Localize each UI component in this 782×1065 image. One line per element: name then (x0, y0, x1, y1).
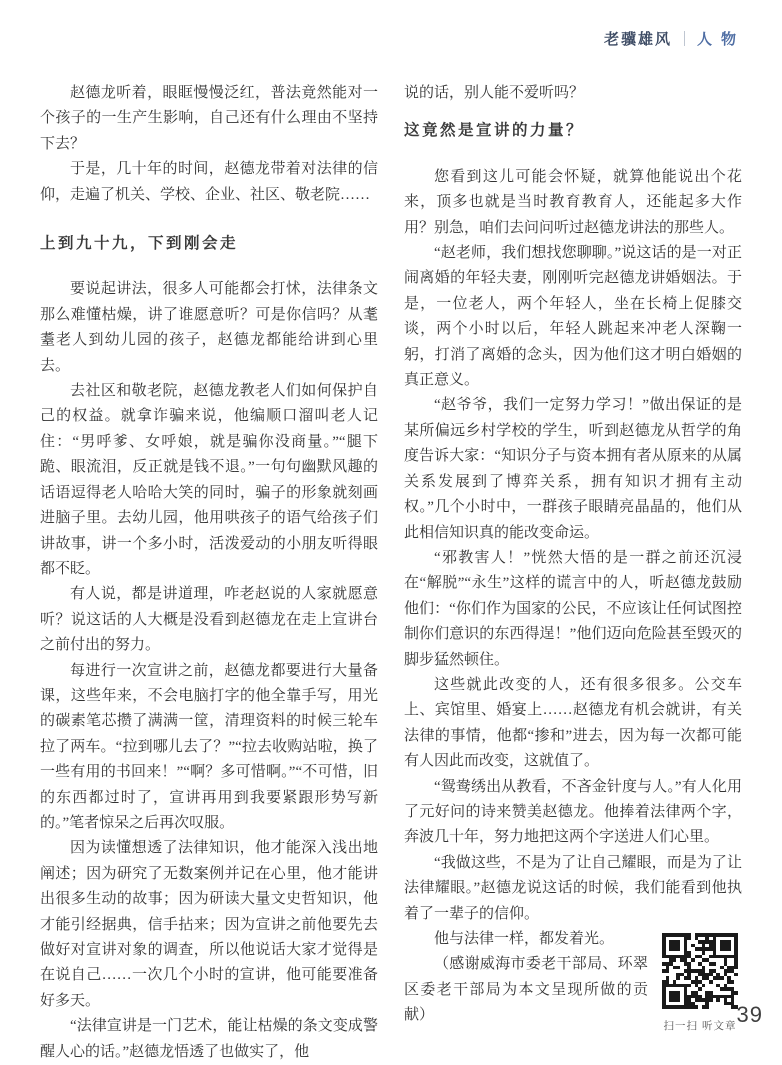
paragraph: “我做这些，不是为了让自己耀眼，而是为了让法律耀眼。”赵德龙说这话的时候，我们能看到他执着了一辈子的信仰。 (404, 854, 742, 922)
right-column (404, 81, 742, 1065)
article-body (40, 81, 742, 1065)
paragraph: “赵老师，我们想找您聊聊。”说这话的是一对正闹离婚的年轻夫妻，刚刚听完赵德龙讲婚姻法。于是，一位老人，两个年轻人，坐在长椅上促膝交谈，两个小时以后，年轻人跳起来冲老人深鞠一躬，打消了离婚的念头，因为他们这才明白婚姻的真正意义。 (404, 245, 742, 389)
paragraph: “鸳鸯绣出从教看，不吝金针度与人。”有人化用了元好问的诗来赞美赵德龙。他捧着法律两个字，奔波几十年，努力地把这两个字送进人们心里。 (404, 778, 742, 846)
paragraph: 去社区和敬老院，赵德龙教老人们如何保护自己的权益。就拿诈骗来说，他编顺口溜叫老人记住：“男呼爹、女呼娘，就是骗你没商量。”“腿下跪、眼流泪，反正就是钱不退。”一句句幽默风趣的话语逗得老人哈哈大笑的同时，骗子的形象就刻画进脑子里。去幼儿园，他用哄孩子的语气给孩子们讲故事，讲一个多小时，活泼爱动的小朋友听得眼都不眨。 (40, 383, 378, 577)
qr-caption: 扫一扫 听文章 (663, 1020, 737, 1032)
acknowledgement: （感谢威海市委老干部局、环翠区委老干部局为本文呈现所做的贡献） (404, 956, 648, 1024)
page-number: 39 (736, 1002, 763, 1027)
subheading-right: 这竟然是宣讲的力量？ (404, 122, 585, 140)
section-title: 人物 (696, 31, 745, 48)
magazine-title: 老骥雄风 (603, 31, 672, 48)
left-paragraphs (40, 277, 378, 1065)
continuation-line: 说的话，别人能不爱听吗？ (404, 85, 585, 101)
paragraph: 有人说，都是讲道理，咋老赵说的人家就愿意听？说这话的人大概是没看到赵德龙在走上宣讲台之前付出的努力。 (40, 586, 378, 654)
paragraph: “法律宣讲是一门艺术，能让枯燥的条文变成警醒人心的话。”赵德龙悟透了也做实了，他 (40, 1018, 378, 1060)
paragraph: 赵德龙听着，眼眶慢慢泛红，普法竟然能对一个孩子的一生产生影响，自己还有什么理由不坚持下去？ (40, 85, 378, 152)
paragraph: 这些就此改变的人，还有很多很多。公交车上、宾馆里、婚宴上……赵德龙有机会就讲，有关法律的事情，他都“掺和”进去，因为每一次都可能有人因此而改变，这就值了。 (404, 676, 742, 770)
closing-block (404, 927, 742, 1032)
qr-code-image (662, 933, 738, 1009)
paragraph: 于是，几十年的时间，赵德龙带着对法律的信仰，走遍了机关、学校、企业、社区、敬老院…… (40, 161, 378, 203)
page-header (604, 28, 745, 48)
paragraph: “邪教害人！”恍然大悟的是一群之前还沉浸在“解脱”“永生”这样的谎言中的人，听赵德龙鼓励他们：“你们作为国家的公民，不应该让任何试图控制你们意识的东西得逞！”他们迈向危险甚至毁灭的脚步猛然顿住。 (404, 549, 742, 668)
paragraph: “赵爷爷，我们一定努力学习！”做出保证的是某所偏远乡村学校的学生，听到赵德龙从哲学的角度告诉大家：“知识分子与资本拥有者从原来的从属关系发展到了博弈关系，拥有知识才拥有主动权。”几个小时中，一群孩子眼睛亮晶晶的，他们从此相信知识真的能改变命运。 (404, 397, 742, 541)
paragraph: 要说起讲法，很多人可能都会打怵，法律条文那么难懂枯燥，讲了谁愿意听？可是你信吗？从耄耋老人到幼儿园的孩子，赵德龙都能给讲到心里去。 (40, 281, 378, 374)
left-column (40, 81, 378, 1065)
paragraph: 您看到这儿可能会怀疑，就算他能说出个花来，顶多也就是当时教育教育人，还能起多大作用？别急，咱们去问问听过赵德龙讲法的那些人。 (404, 168, 742, 236)
qr-code-block (658, 933, 742, 1039)
closing-line: 他与法律一样，都发着光。 (434, 931, 615, 947)
subheading-left: 上到九十九，下到刚会走 (40, 235, 239, 253)
paragraph: 每进行一次宣讲之前，赵德龙都要进行大量备课，这些年来，不会电脑打字的他全靠手写，用光的碳素笔芯攒了满满一筐，清理资料的时候三轮车拉了两车。“拉到哪儿去了？”“拉去收购站啦，换了一些有用的书回来！”“啊？多可惜啊。”“不可惜，旧的东西都过时了，宣讲再用到我要紧跟形势写新的。”笔者惊呆之后再次叹服。 (40, 662, 378, 831)
paragraph: 因为读懂想透了法律知识，他才能深入浅出地阐述；因为研究了无数案例并记在心里，他才能讲出很多生动的故事；因为研读大量文史哲知识，他才能引经据典，信手拈来；因为宣讲之前他要先去做好对宣讲对象的调查，所以他说话大家才觉得是在说自己……一次几个小时的宣讲，他可能要准备好多天。 (40, 840, 378, 1009)
right-paragraphs (404, 165, 742, 927)
header-divider (684, 31, 685, 46)
left-intro-paragraphs (40, 81, 378, 208)
